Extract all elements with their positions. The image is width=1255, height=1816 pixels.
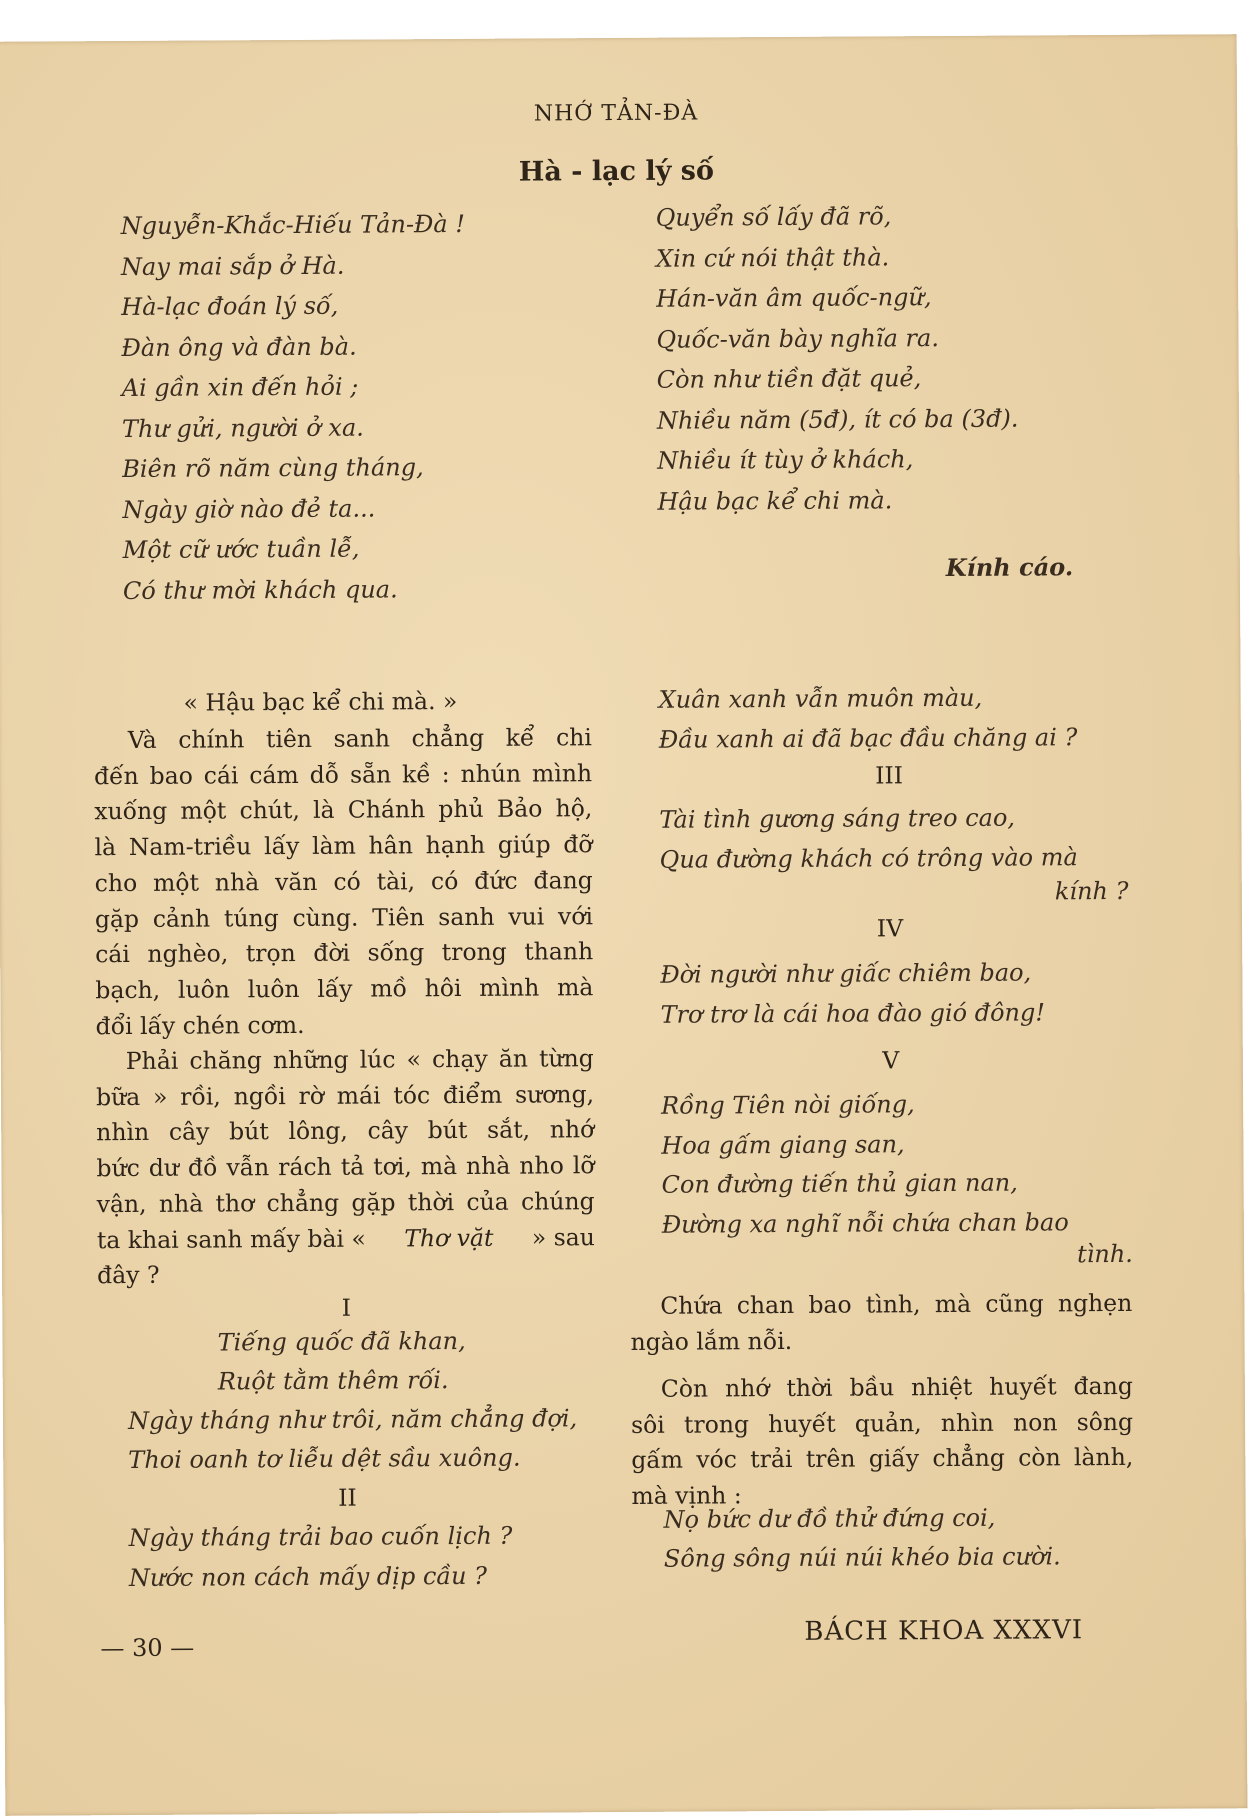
- text-line: ngào lắm nỗi.: [630, 1326, 793, 1356]
- paragraph-1: [94, 720, 594, 1044]
- stanza-2: [129, 1516, 513, 1598]
- verse-line: Thoi oanh tơ liễu dệt sầu xuông.: [128, 1443, 521, 1475]
- text-line: Chứa chan bao tình, mà cũng nghẹn: [660, 1288, 1133, 1320]
- stanza-number-4: IV: [876, 914, 904, 943]
- verse-line: Quyển số lấy đã rõ,: [655, 202, 892, 232]
- verse-line: Nước non cách mấy dịp cầu ?: [128, 1561, 488, 1593]
- verse-wrap: kính ?: [1054, 876, 1129, 906]
- text-line: sôi trong huyết quản, nhìn non sông: [630, 1407, 1134, 1439]
- verse-line: Rồng Tiên nòi giống,: [661, 1090, 915, 1120]
- final-couplet: [664, 1498, 1061, 1578]
- pull-quote: « Hậu bạc kể chi mà. »: [183, 686, 458, 717]
- text-line: bạch, luôn luôn lấy mồ hôi mình mà: [95, 973, 594, 1005]
- verse-line: Nọ bức dư đồ thử đứng coi,: [663, 1503, 996, 1534]
- paragraph-3: [630, 1286, 1132, 1360]
- text-line: gặp cảnh túng cùng. Tiên sanh vui với: [94, 901, 594, 933]
- verse-line: Ruột tằm thêm rối.: [217, 1366, 449, 1396]
- section-heading: Hà - lạc lý số: [518, 155, 715, 188]
- verse-line: Hoa gấm giang san,: [661, 1129, 905, 1160]
- verse-line: Trơ trơ là cái hoa đào gió đông!: [660, 998, 1046, 1029]
- verse-line: Nhiều năm (5đ), ít có ba (3đ).: [656, 404, 1019, 435]
- verse-line: Xin cứ nói thật thà.: [655, 242, 890, 273]
- verse-line: Ngày tháng trải bao cuốn lịch ?: [128, 1521, 513, 1553]
- stanza-number-2: II: [338, 1483, 357, 1512]
- page-number: — 30 —: [100, 1633, 195, 1663]
- verse-line: Qua đường khách có trông vào mà: [659, 843, 1078, 874]
- text-line: gấm vóc trải trên giấy chẳng còn lành,: [631, 1443, 1134, 1475]
- text-segment: » sau: [531, 1222, 595, 1252]
- verse-line: Còn như tiền đặt quẻ,: [656, 364, 922, 394]
- text-segment: Thơ vặt: [404, 1223, 494, 1252]
- verse-line: Ngày giờ nào đẻ ta...: [122, 493, 376, 524]
- verse-line: Ngày tháng như trôi, năm chẳng đợi,: [127, 1404, 578, 1436]
- verse-line: Một cữ ước tuần lễ,: [122, 534, 360, 565]
- stanza-number-3: III: [875, 761, 904, 790]
- stanza-1-short: [217, 1322, 466, 1402]
- running-title: NHỚ TẢN-ĐÀ: [533, 100, 699, 127]
- notice-signature: Kính cáo.: [945, 552, 1074, 583]
- text-line: nhìn cây bút lông, cây bút sắt, nhớ: [96, 1115, 595, 1147]
- stanza-4: [660, 952, 1045, 1034]
- stanza-1-long: [128, 1399, 578, 1480]
- verse-line: Ai gần xin đến hỏi ;: [121, 372, 359, 403]
- verse-line: Xuân xanh vẫn muôn màu,: [658, 683, 983, 714]
- verse-line: Hà-lạc đoán lý số,: [121, 291, 339, 322]
- text-line: đây ?: [97, 1261, 160, 1290]
- notice-left-block: [121, 204, 468, 611]
- verse-line: Nhiều ít tùy ở khách,: [657, 445, 914, 475]
- stanza-number-5: V: [882, 1046, 900, 1075]
- text-line: Và chính tiên sanh chẳng kể chi: [127, 723, 592, 755]
- paragraph-4: [631, 1369, 1134, 1515]
- text-line: đến bao cái cám dỗ sẵn kề : nhún mình: [93, 758, 593, 790]
- notice-right-block: [656, 196, 1019, 522]
- verse-line: Quốc-văn bày nghĩa ra.: [656, 323, 939, 354]
- verse-line: Nay mai sắp ở Hà.: [120, 251, 345, 281]
- verse-line: Biên rõ năm cùng tháng,: [122, 453, 424, 484]
- verse-line: Nguyễn-Khắc-Hiếu Tản-Đà !: [120, 209, 466, 241]
- text-line: vận, nhà thơ chẳng gặp thời của chúng: [96, 1186, 595, 1219]
- verse-line: Con đường tiến thủ gian nan,: [661, 1168, 1018, 1199]
- text-line: bức dư đồ vẫn rách tả tơi, mà nhà nho lỡ: [96, 1151, 595, 1183]
- stanza-number-1: I: [341, 1293, 352, 1322]
- verse-line: Tiếng quốc đã khan,: [217, 1326, 466, 1357]
- stanza-3: [659, 797, 1078, 880]
- verse-line: Hậu bạc kể chi mà.: [657, 485, 893, 516]
- text-line: cái nghèo, trọn đời sống trong thanh: [95, 937, 594, 969]
- verse-line: Tài tình gương sáng treo cao,: [659, 803, 1016, 834]
- stanza-5: [661, 1084, 1069, 1244]
- verse-line: Đàn ông và đàn bà.: [121, 332, 357, 362]
- page-paper: [0, 34, 1247, 1816]
- text-line: Còn nhớ thời bầu nhiệt huyết đang: [660, 1371, 1133, 1403]
- verse-line: Đời người như giấc chiêm bao,: [660, 958, 1032, 989]
- text-line: [97, 1220, 595, 1259]
- verse-line: Hán-văn âm quốc-ngữ,: [656, 283, 932, 313]
- text-line: cho một nhà văn có tài, có đức đang: [94, 865, 593, 898]
- verse-line: Đầu xanh ai đã bạc đầu chăng ai ?: [658, 723, 1078, 754]
- text-segment: ta khai sanh mấy bài «: [96, 1224, 366, 1254]
- verse-line: Sông sông núi núi khéo bia cười.: [663, 1542, 1061, 1573]
- text-line: xuống một chút, là Chánh phủ Bảo hộ,: [94, 794, 593, 826]
- verse-line: Đường xa nghĩ nỗi chứa chan bao: [661, 1207, 1069, 1239]
- text-line: mà vịnh :: [631, 1481, 742, 1511]
- paragraph-2: [96, 1041, 596, 1294]
- text-line: Phải chăng những lúc « chạy ăn từng: [125, 1044, 594, 1076]
- stanza-2-continued: [659, 677, 1078, 760]
- verse-line: Có thư mời khách qua.: [122, 574, 398, 605]
- text-line: đổi lấy chén cơm.: [95, 1010, 305, 1040]
- verse-wrap: tình.: [1076, 1239, 1133, 1269]
- text-line: bữa » rồi, ngồi rờ mái tóc điểm sương,: [95, 1079, 595, 1111]
- verse-line: Thư gửi, người ở xa.: [121, 413, 364, 443]
- text-line: là Nam-triều lấy làm hân hạnh giúp đỡ: [94, 830, 593, 862]
- magazine-name: BÁCH KHOA XXXVI: [804, 1615, 1084, 1647]
